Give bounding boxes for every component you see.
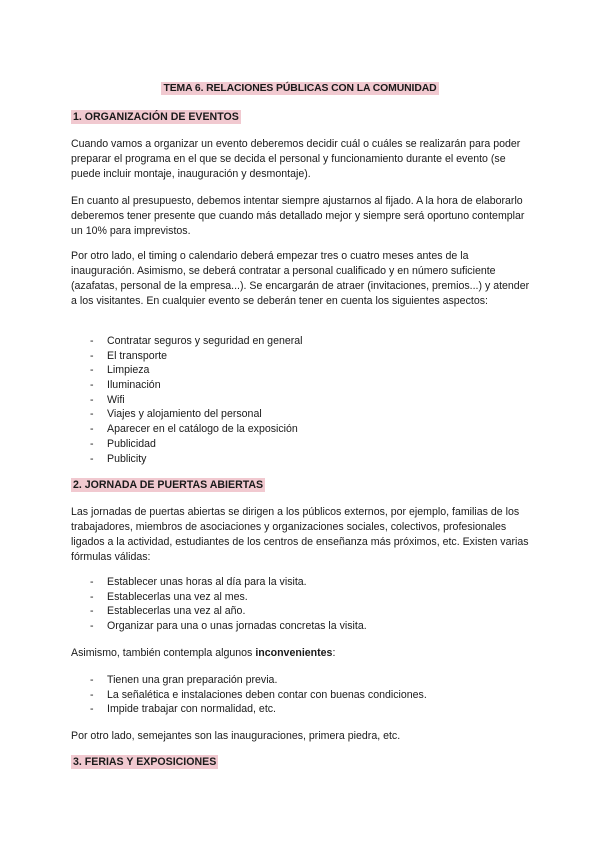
section-2-paragraph-2	[71, 646, 531, 661]
section-2-heading	[71, 478, 265, 493]
list-item: - El transporte	[71, 349, 531, 364]
section-3-heading-text: 3. FERIAS Y EXPOSICIONES	[73, 756, 217, 768]
bold-term-inconvenientes: inconvenientes	[255, 647, 333, 659]
list-item: - Organizar para una o unas jornadas concretas la visita.	[71, 619, 531, 634]
section-2-paragraph-3: Por otro lado, semejantes son las inauguraciones, primera piedra, etc.	[71, 730, 401, 742]
section-2-inconvenientes-list	[71, 673, 531, 717]
section-1-aspects-list	[71, 334, 531, 466]
list-item: - Aparecer en el catálogo de la exposición	[71, 422, 531, 437]
list-item: - Establecerlas una vez al año.	[71, 604, 531, 619]
list-item: - Publicity	[71, 452, 531, 467]
list-item: - Viajes y alojamiento del personal	[71, 407, 531, 422]
list-item: - Establecerlas una vez al mes.	[71, 590, 531, 605]
list-item: - Establecer unas horas al día para la visita.	[71, 575, 531, 590]
list-item: - Wifi	[71, 393, 531, 408]
section-1-paragraph-1: Cuando vamos a organizar un evento deberemos decidir cuál o cuáles se realizarán para poder preparar el programa en el que se decida el personal y funcionamiento durante el evento (se puede incluir montaje, inauguración y desmontaje).	[71, 138, 521, 180]
section-1-heading-text: 1. ORGANIZACIÓN DE EVENTOS	[73, 111, 239, 123]
list-item: - Iluminación	[71, 378, 531, 393]
section-2-heading-text: 2. JORNADA DE PUERTAS ABIERTAS	[73, 479, 264, 491]
list-item: - Impide trabajar con normalidad, etc.	[71, 702, 531, 717]
paragraph-text-end: :	[332, 647, 336, 659]
paragraph-text: Asimismo, también contempla algunos	[71, 647, 256, 659]
section-1-paragraph-2: En cuanto al presupuesto, debemos intentar siempre ajustarnos al fijado. A la hora de elaborarlo deberemos tener presente que cuando más detallado mejor y siempre será oportuno contemplar un 10% para imprevistos.	[71, 195, 525, 237]
list-item: - Publicidad	[71, 437, 531, 452]
section-2-formulas-list	[71, 575, 531, 634]
list-item: - Contratar seguros y seguridad en general	[71, 334, 531, 349]
list-item: - Limpieza	[71, 363, 531, 378]
page-title: TEMA 6. RELACIONES PÚBLICAS CON LA COMUNIDAD	[163, 83, 437, 94]
title-container	[0, 81, 600, 96]
list-item: - La señalética e instalaciones deben contar con buenas condiciones.	[71, 688, 531, 703]
section-1-heading	[71, 110, 241, 125]
section-2-paragraph-1: Las jornadas de puertas abiertas se dirigen a los públicos externos, por ejemplo, familias de los trabajadores, miembros de asociaciones y organizaciones sociales, colectivos, profesionales ligados a la actividad, estudiantes de los centros de enseñanza más próximos, etc. Existen varias fórmulas válidas:	[71, 506, 529, 563]
section-3-heading	[71, 755, 218, 770]
section-1-paragraph-3: Por otro lado, el timing o calendario deberá empezar tres o cuatro meses antes de la inauguración. Asimismo, se deberá contratar a personal cualificado y en número suficiente (azafatas, personal de la empresa...). Se encargarán de atraer (invitaciones, premios...) y atender a los visitantes. En cualquier evento se deberán tener en cuenta los siguientes aspectos:	[71, 250, 530, 307]
list-item: - Tienen una gran preparación previa.	[71, 673, 531, 688]
